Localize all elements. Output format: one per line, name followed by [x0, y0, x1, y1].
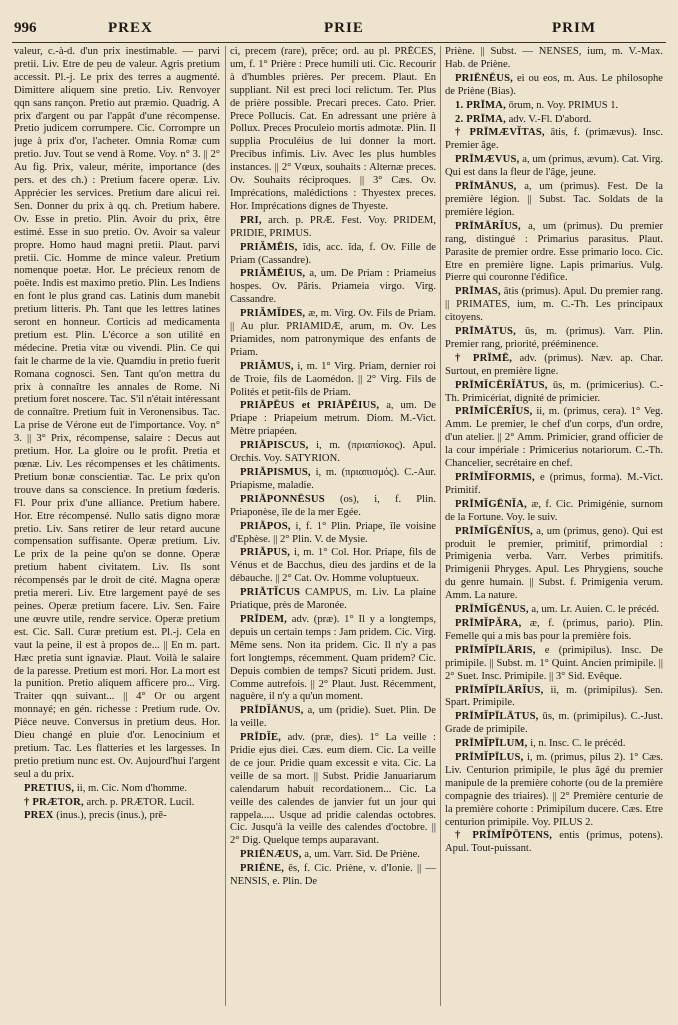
dictionary-entry: [230, 705, 436, 731]
definition-text: ii, m. (primipilus). Sen. Spart. Primipile.: [445, 684, 663, 709]
headword: PRĪMĬPĂRA,: [455, 617, 522, 629]
dictionary-entry: [445, 286, 663, 325]
headword: † PRĪMĒ,: [455, 352, 513, 364]
definition-text: a, um. De Priam : Priameius hospes. Ov. Pâris. Priameia virgo. Virg. Cassandre.: [230, 268, 436, 306]
dictionary-entry: [230, 361, 436, 400]
definition-text: æ, m. Virg. Ov. Fils de Priam. || Au plur. PRIAMIDÆ, arum, m. Ov. Les Priamides, nom patronymique des enfants de Priam.: [230, 308, 436, 358]
headword: PRIĀPUS,: [240, 547, 291, 559]
headword: PRIĀPĒUS et PRIĀPĒIUS,: [240, 400, 380, 412]
headword: PRIĀTĬCUS: [240, 587, 301, 599]
definition-text: arch. p. PRÆ. Fest. Voy. PRIDEM, PRIDIE, PRIMUS.: [230, 214, 436, 239]
entry-continuation: [230, 46, 436, 214]
header-center-word: PRIE: [324, 20, 364, 36]
definition-text: a, um (primus, geno). Qui est produit le premier, primitif, primordial : Primigenia verba. Varr. Verbes primitifs. Primigenii Phryges. Apul. Les Phrygiens, souche du genre humain. || Subst. f. Primigenia verum. Amm. La nature.: [445, 525, 663, 602]
dictionary-entry: [445, 406, 663, 471]
headword: PRIĀPONNĒSUS: [240, 493, 325, 505]
headword: † PRĪMĬPŌTENS,: [455, 830, 553, 842]
dictionary-entry: [230, 547, 436, 586]
definition-text: æ, f. (primus, pario). Plin. Femelle qui a mis bas pour la première fois.: [445, 617, 663, 642]
dictionary-entry: [14, 810, 220, 823]
definition-text: a, um. Lr. Auien. C. le précéd.: [531, 604, 660, 616]
definition-text: i, m. (πριαπισμός). C.-Aur. Priapisme, maladie.: [230, 467, 436, 491]
dictionary-entry: [230, 863, 436, 889]
definition-text: adv. V.-Fl. D'abord.: [508, 113, 592, 125]
dictionary-entry: [14, 797, 220, 810]
headword: PRĪMĬPĪLUS,: [455, 752, 524, 764]
headword: PRIĒNĒUS,: [455, 72, 514, 84]
column-1: [14, 46, 220, 1014]
dictionary-entry: [230, 587, 436, 613]
dictionary-entry: [445, 380, 663, 406]
dictionary-entry: [445, 685, 663, 711]
headword: PRIĀPOS,: [240, 520, 291, 532]
definition-text: CAMPUS, m. Liv. La plaine Priatique, près de Maronée.: [230, 587, 436, 612]
definition-text: e (primus, forma). M.-Vict. Primitif.: [445, 472, 663, 496]
headword: PRĪMĬPĪLĀTUS,: [455, 711, 539, 723]
running-header: [14, 20, 664, 40]
headword: PRĪMÆVUS,: [455, 154, 520, 166]
definition-text: ii, m. (primus, cera). 1° Veg. Amm. Le premier, le chef d'un corps, d'un ordre, d'un atelier. || 2° Amm. Primicier, grand officier de la cour impériale : Primicerius notariorum. C.-Th. Chancelier, secrétaire en chef.: [445, 406, 663, 470]
definition-text: ii, m. Cic. Nom d'homme.: [76, 782, 188, 794]
headword: PRIĒNÆUS,: [240, 849, 302, 861]
dictionary-entry: [445, 127, 663, 153]
dictionary-entry: [445, 711, 663, 737]
dictionary-entry: [445, 326, 663, 352]
headword: PRĪMĬGĒNĬUS,: [455, 525, 534, 537]
column-3: [445, 46, 663, 1014]
definition-text: i, m. 1° Virg. Priam, dernier roi de Troie, fils de Laomédon. || 2° Virg. Fils de Polités et petit-fils de Priam.: [230, 360, 436, 398]
headword: PRIĀPISMUS,: [240, 467, 311, 478]
headword: PRĪMĬGĒNĬA,: [455, 498, 527, 510]
definition-text: ūs, m. (primipilus). C.-Just. Grade de primipile.: [445, 711, 663, 736]
definition-text: i, n. Insc. C. le précéd.: [530, 738, 626, 750]
dictionary-entry: [445, 114, 663, 127]
dictionary-entry: [230, 614, 436, 704]
headword: PRĪMĀRĬUS,: [455, 220, 521, 232]
definition-text: i, m. (primus, pilus 2). 1° Cæs. Liv. Centurion primipile, le plus âgé du premier manipule de la première cohorte (ou de la première compagnie des triaires). || 2° Première centurie de la première cohorte : Primipilum ducere. Cæs. Etre centurion primipile. Voy. PILUS 2.: [445, 752, 663, 828]
headword: PRIĀPISCUS,: [240, 440, 309, 452]
headword: PRĪMĀTUS,: [455, 326, 516, 338]
dictionary-entry: [445, 752, 663, 829]
headword: PRĪMĀNUS,: [455, 181, 517, 193]
dictionary-entry: [445, 499, 663, 525]
headword: † PRĪMÆVĬTAS,: [455, 127, 545, 139]
dictionary-entry: [230, 849, 436, 862]
headword: PRETIUS,: [24, 782, 75, 794]
page-number: 996: [14, 20, 37, 36]
headword: PRIĂMĒIS,: [240, 241, 298, 253]
dictionary-entry: [230, 308, 436, 360]
dictionary-entry: [230, 494, 436, 520]
definition-text: a, um (pridie). Suet. Plin. De la veille.: [230, 705, 436, 730]
definition-text: (os), i, f. Plin. Priaponèse, île de la mer Egée.: [230, 493, 436, 518]
headword: PRĪDEM,: [240, 613, 288, 625]
entry-continuation: [445, 46, 663, 72]
definition-text: a, um (primus, ævum). Cat. Virg. Qui est dans la fleur de l'âge, jeune.: [445, 154, 663, 179]
headword: PRĪMĬGĒNUS,: [455, 604, 529, 616]
definition-text: æ, f. Cic. Primigénie, surnom de la Fortune. Voy. le suiv.: [445, 498, 663, 523]
dictionary-entry: [445, 221, 663, 286]
definition-text: ātis, f. (primævus). Insc. Premier âge.: [445, 127, 663, 152]
headword: PRĪMĬCĒRĬUS,: [455, 406, 533, 418]
dictionary-entry: [445, 526, 663, 603]
dictionary-entry: [445, 830, 663, 856]
dictionary-entry: [445, 181, 663, 220]
definition-text: a, um (primus). Du premier rang, distingué : Primarius parasitus. Plaut. Parasite de premier ordre. Esse primario loco. Cic. Etre en première ligne. Lapis primarius. Vulg. Pierre qui couronne l'édifice.: [445, 220, 663, 284]
definition-text: a, um. De Priape : Priapeium metrum. Diom. M.-Vict. Mètre priapéen.: [230, 400, 436, 438]
dictionary-entry: [230, 440, 436, 466]
dictionary-entry: [230, 215, 436, 241]
header-right-word: PRIM: [552, 20, 596, 36]
definition-text: (inus.), precis (inus.), prē-: [56, 810, 167, 822]
header-rule: [12, 42, 666, 43]
definition-text: i, m. 1° Col. Hor. Priape, fils de Vénus et de Bacchus, dieu des jardins et de la débauche. || 2° Cat. Ov. Homme voluptueux.: [230, 547, 436, 585]
dictionary-entry: [445, 604, 663, 617]
dictionary-entry: [230, 732, 436, 848]
dictionary-entry: [445, 472, 663, 498]
dictionary-entry: [445, 353, 663, 379]
dictionary-entry: [230, 268, 436, 307]
headword: PRIĂMĬDES,: [240, 308, 306, 320]
definition-text: adv. (præ, dies). 1° La veille : Pridie ejus diei. Cæs. eum diem. Cic. La veille de ce jour. Pridie quam excessit e vita. Cic. La veille de sa mort. || Subst. Pridie Januariarum calendarum habuit recordationem... Cic. La veille des calendes de janvier fut un jour qui rappela..... Usque ad pridie calendas octobres. Cic. Jusqu'à la veille des calendes d'octobre. || 2° Dig. Quelque temps auparavant.: [230, 732, 436, 847]
definition-text: ūs, m. (primus). Varr. Plin. Premier rang, priorité, prééminence.: [445, 326, 663, 350]
dictionary-entry: [230, 467, 436, 493]
definition-text: adv. (præ). 1° Il y a longtemps, depuis un certain temps : Jam pridem. Cic. Virg. Même sens. Non ita pridem. Cic. Il n'y a pas fort longtemps, récemment. Quam pridem? Cic. Depuis combien de temps? Sicuti pridem. Just. Comme autrefois. || 2° Plaut. Just. Récemment, naguère, il n'y a qu'un moment.: [230, 613, 436, 703]
headword: PREX: [24, 810, 54, 822]
definition-text: ĭdis, acc. ĭda, f. Ov. Fille de Priam (Cassandre).: [230, 241, 436, 266]
definition-text: e (primipilus). Insc. De primipile. || Subst. m. 1° Quint. Ancien primipile. || 2° Suet. Insc. Primipile. || 3° Sid. Evêque.: [445, 644, 663, 682]
headword: PRĪMĬCĒRĬĀTUS,: [455, 379, 548, 391]
definition-text: a, um (primus). Fest. De la première légion. || Subst. Tac. Soldats de la première légion.: [445, 181, 663, 218]
definition-text: ēs, f. Cic. Priène, v. d'Ionie. || — NENSIS, e. Plin. De: [230, 863, 436, 888]
dictionary-entry: [445, 73, 663, 99]
headword: PRĪMĬPĪLĀRIS,: [455, 644, 536, 656]
header-left-word: PREX: [108, 20, 153, 36]
headword: PRI,: [240, 214, 262, 226]
dictionary-entry: [14, 783, 220, 796]
definition-text: entis (primus, potens). Apul. Tout-puissant.: [445, 830, 663, 855]
dictionary-entry: [230, 242, 436, 268]
definition-text: adv. (primus). Næv. ap. Char. Surtout, en première ligne.: [445, 352, 663, 377]
definition-text: ūs, m. (primicerius). C.-Th. Primicériat, dignité de primicier.: [445, 379, 663, 404]
definition-text: Priène. || Subst. — NENSES, ium, m. V.-Max. Hab. de Priène.: [445, 46, 663, 70]
headword: PRĪMAS,: [455, 286, 501, 298]
headword: PRĪDĬĀNUS,: [240, 705, 304, 717]
dictionary-entry: [230, 400, 436, 439]
dictionary-entry: [445, 738, 663, 751]
dictionary-entry: [230, 521, 436, 547]
definition-text: valeur, c.-à-d. d'un prix inestimable. — parvi pretii. Liv. Etre de peu de valeur. Agris pretium accessit. Pl.-j. Le prix des terres a augmenté. Dimittere aliquem sine pretio. Liv. Renvoyer qqn sans rançon. Pretio aut præmio. Quadrig. A prix d'argent ou par l'appât d'une récompense. Pretio judicem corrumpere. Cic. Corrompre un juge à prix d'or, l'acheter. Omnia Romæ cum pretio. Juv. Tout se vend à Rome. Voy. n° 3. || 2° Au fig. Prix, valeur, mérite, importance (des pers. et des ch.) : Pretium facere operæ. Liv. Apprécier les services. Pretium dare alicui rei. Sen. Donner du prix à qq. ch. Pretium habere. Ov. Esse in pretio. Plin. Avoir du prix, être estimé. Esse in suo pretio. Ov. Avoir sa valeur propre. Homo haud magni pretii. Plaut. parvi pretii. Cic. Homme de mince valeur. Pretium nomenque poetæ. Hor. Le précieux renom de poëte. Indis est maximo pretio. Plin. Les Indiens en font le plus grand cas. Latinis dum manebit pretium litteris. Ph. Tant que les lettres latines seront en honneur. Corticis ad medicamenta pretium est. Plin. L'écorce a son utilité en médecine. Pretia vitæ ou vivendi. Plin. Ce qui fait le charme de la vie. Quamdiu in pretio fuerit Romana cognosci. Sen. Tant qu'on mettra du prix à connaître les annales de Rome. Ni pretium foret noscere. Tac. S'il n'était intéressant de connaître. Pretium fuit in Veronensibus. Tac. La prise de Vérone eut de l'importance. Voy. n° 3. || 3° Prix, récompense, salaire : Decus aut pretium. Hor. La gloire ou le profit. Pretia et pœnæ. Liv. Les récompenses et les châtiments. Pretium bonæ conscientiæ. Tac. Le prix qu'on trouve dans sa conscience. In pretium fœderis. Fl. Pour prix d'une alliance. Pretium habere. Hor. Etre récompensé. Nullo satis digno moræ pretio. Liv. Sans retirer de leur retard aucune compensation suffisante. Operæ pretium. Liv. Le prix de la peine qu'on se donne. Operæ pretium habent civitatem. Liv. Ils sont récompensés par le droit de cité. Magna operæ pretia mereri. Liv. Etre largement payé de ses peines. Operæ pretium facere. Liv. Sen. Faire une œuvre utile, rendre service. Operæ pretium est. Cic. Sall. Curæ pretium est. Pl.-j. Cela en vaut la peine, il est à propos de... || En m. part. Hæc pretia sunt ignaviæ. Plaut. Voilà le salaire de la paresse. Pretium est mori. Hor. La mort est la punition. Pretio aliquem afficere pro... Virg. Traiter qqn suivant... || 4° Or ou argent monnayé; en gén. richesse : Pretium rude. Ov. Pièce neuve. Conversus in pretium deus. Hor. Dieu changé en pluie d'or. Lenocinium et pretium. Tac. Les flatteries et les largesses. In pretio pretium nunc est. Ov. Aujourd'hui l'argent seul a du prix.: [14, 46, 220, 780]
headword: PRĪMĬFORMIS,: [455, 472, 535, 483]
headword: † PRÆTOR,: [24, 796, 84, 808]
entry-continuation: [14, 46, 220, 782]
dictionary-entry: [445, 154, 663, 180]
definition-text: arch. p. PRÆTOR. Lucil.: [86, 796, 195, 808]
headword: PRIĂMUS,: [240, 360, 294, 372]
definition-text: ātis (primus). Apul. Du premier rang. || PRIMATES, ium, m. C.-Th. Les principaux citoyens.: [445, 286, 663, 324]
definition-text: i, f. 1° Plin. Priape, île voisine d'Ephèse. || 2° Plin. V. de Mysie.: [230, 520, 436, 545]
headword: PRĪMĬPĪLUM,: [455, 738, 528, 750]
column-2: [230, 46, 436, 1014]
dictionary-entry: [445, 618, 663, 644]
definition-text: ōrum, n. Voy. PRIMUS 1.: [508, 99, 619, 111]
dictionary-entry: [445, 645, 663, 684]
headword: PRĪDĬE,: [240, 732, 282, 744]
headword: PRĪMĬPĪLĀRĬUS,: [455, 684, 544, 696]
definition-text: i, m. (πριαπίσκος). Apul. Orchis. Voy. SATYRION.: [230, 440, 436, 465]
definition-text: a, um. Varr. Sid. De Priène.: [304, 849, 420, 861]
headword: PRIĂMĒIUS,: [240, 268, 306, 280]
column-divider: [225, 46, 226, 1006]
headword: PRIĒNE,: [240, 863, 285, 875]
column-divider: [440, 46, 441, 1006]
headword: 2. PRĪMA,: [455, 113, 506, 125]
definition-text: ei ou eos, m. Aus. Le philosophe de Priène (Bias).: [445, 72, 663, 97]
definition-text: ci, precem (rare), prĕce; ord. au pl. PRĔCES, um, f. 1° Prière : Prece humili uti. Cic. Recourir à d'humbles prières. Per precem. Plaut. En suppliant. Nil est preci loci relictum. Ter. Plus de prière possible. Precari preces. Cato. Prier. Prece Pollucis. Cat. En adressant une prière à Pollux. Preces Proculeio mortis admotæ. Plin. Il supplia Proculéius de lui donner la mort. Precibus infimis. Liv. Avec les plus humbles instances. || 2° Vœux, souhaits : Alternæ preces. Ov. Souhaits réciproques. || 3° Cæs. Ov. Imprécations, malédictions : Thyestex preces. Hor. Imprécations dignes de Thyeste.: [230, 46, 436, 212]
dictionary-entry: [445, 100, 663, 113]
headword: 1. PRĪMA,: [455, 99, 506, 111]
